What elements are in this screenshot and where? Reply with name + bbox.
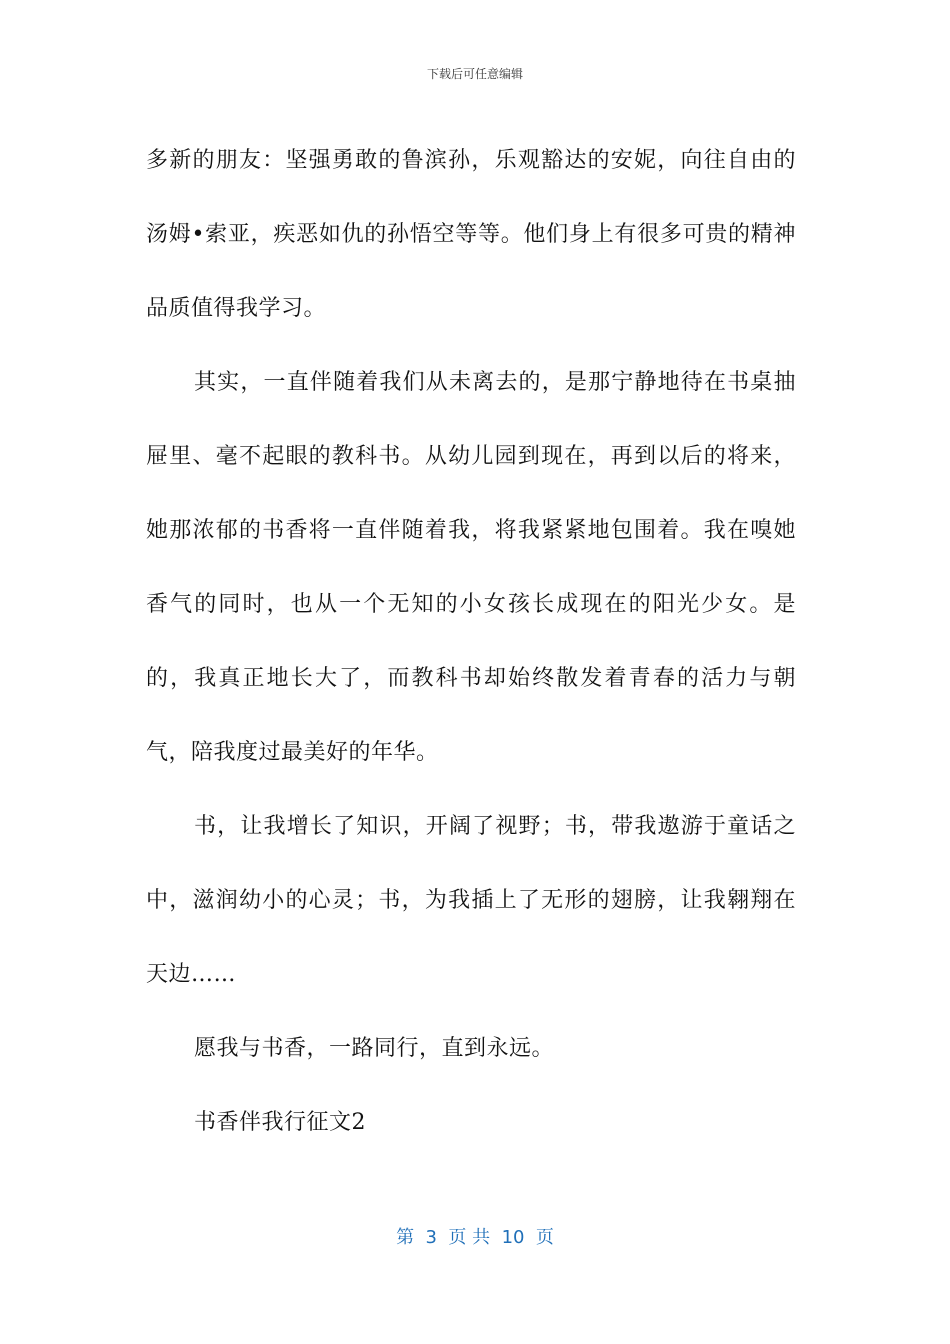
page-number-footer: 第 3 页 共 10 页	[396, 1227, 554, 1248]
paragraph-textbook: 其实，一直伴随着我们从未离去的，是那宁静地待在书桌抽屉里、毫不起眼的教科书。从幼儿园到现在，再到以后的将来，她那浓郁的书香将一直伴随着我，将我紧紧地包围着。我在嗅她香气的同时，也从一个无知的小女孩长成现在的阳光少女。是的，我真正地长大了，而教科书却始终散发着青春的活力与朝气，陪我度过最美好的年华。	[146, 370, 796, 765]
page-header: 下载后可任意编辑	[426, 67, 523, 81]
paragraph-books: 书，让我增长了知识，开阔了视野；书，带我遨游于童话之中，滋润幼小的心灵；书，为我插上了无形的翅膀，让我翱翔在天边……	[146, 814, 796, 987]
paragraph-wish: 愿我与书香，一路同行，直到永远。	[194, 1036, 555, 1061]
document-body	[146, 124, 796, 1160]
section-title: 书香伴我行征文2	[194, 1110, 366, 1135]
paragraph-continuation: 多新的朋友：坚强勇敢的鲁滨孙，乐观豁达的安妮，向往自由的汤姆•索亚，疾恶如仇的孙悟空等等。他们身上有很多可贵的精神品质值得我学习。	[146, 148, 796, 321]
